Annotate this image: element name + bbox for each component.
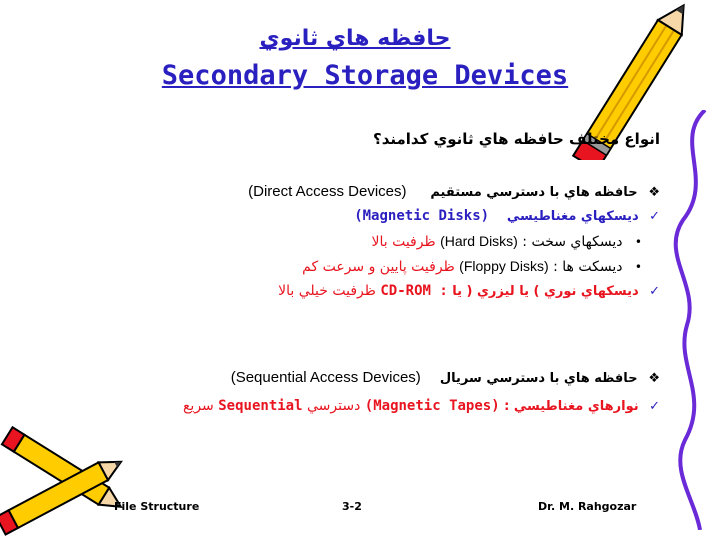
direct-access-heading: [248, 182, 660, 200]
hard-disks-item: [371, 233, 642, 250]
sequential-access-fa: حافظه هاي با دسترسي سريال: [439, 371, 638, 386]
direct-access-fa: حافظه هاي با دسترسي مستقيم: [430, 185, 638, 200]
title-persian: حافظه هاي ثانوي: [259, 26, 451, 51]
question-heading: انواع مختلف حافظه هاي ثانوي كدامند؟: [373, 130, 660, 148]
magnetic-tapes-en: (Magnetic Tapes): [364, 398, 500, 414]
hard-disks-prefix: ديسكهاي سخت :: [522, 234, 623, 250]
hard-disks-en: (Hard Disks): [440, 233, 518, 249]
swoosh-line-icon: [665, 110, 720, 530]
sequential-access-heading: [231, 368, 660, 386]
magnetic-disks-fa: ديسكهاي مغناطيسي: [506, 209, 639, 224]
check-bullet-icon: ✓: [649, 284, 660, 299]
optical-disks-capacity: ظرفيت خيلي بالا: [278, 283, 376, 299]
magnetic-disks-item: [354, 208, 660, 224]
diamond-bullet-icon: ❖: [648, 371, 660, 386]
dot-bullet-icon: •: [634, 235, 642, 249]
dot-bullet-icon: •: [634, 260, 642, 274]
magnetic-disks-en: (Magnetic Disks): [354, 208, 490, 224]
title-english: Secondary Storage Devices: [161, 60, 569, 91]
footer-slide-number: 3-2: [342, 500, 362, 513]
direct-access-en: (Direct Access Devices): [248, 183, 407, 200]
magnetic-tapes-item: [183, 398, 660, 414]
pencils-bottom-left-icon: [0, 410, 140, 540]
access-fa: دسترسي: [307, 398, 361, 414]
access-en: Sequential: [218, 398, 303, 414]
floppy-disks-prefix: ديسكت ها :: [553, 259, 623, 275]
footer-author: Dr. M. Rahgozar: [538, 500, 637, 513]
optical-disks-item: [278, 283, 660, 299]
optical-disks-en: CD-ROM :: [380, 283, 448, 299]
floppy-disks-item: [302, 258, 642, 275]
optical-disks-fa: ديسكهاي نوري ) يا ليزري ( يا: [452, 284, 639, 299]
hard-disks-capacity: ظرفيت بالا: [371, 234, 436, 250]
floppy-disks-en: (Floppy Disks): [459, 258, 549, 274]
diamond-bullet-icon: ❖: [648, 185, 660, 200]
check-bullet-icon: ✓: [649, 399, 660, 414]
magnetic-tapes-fa: نوارهاي مغناطيسي :: [504, 399, 639, 414]
check-bullet-icon: ✓: [649, 209, 660, 224]
footer-course: File Structure: [114, 500, 200, 513]
speed-fa: سريع: [182, 398, 214, 414]
floppy-disks-capacity: ظرفيت پايين و سرعت كم: [302, 259, 455, 275]
sequential-access-en: (Sequential Access Devices): [230, 369, 421, 386]
